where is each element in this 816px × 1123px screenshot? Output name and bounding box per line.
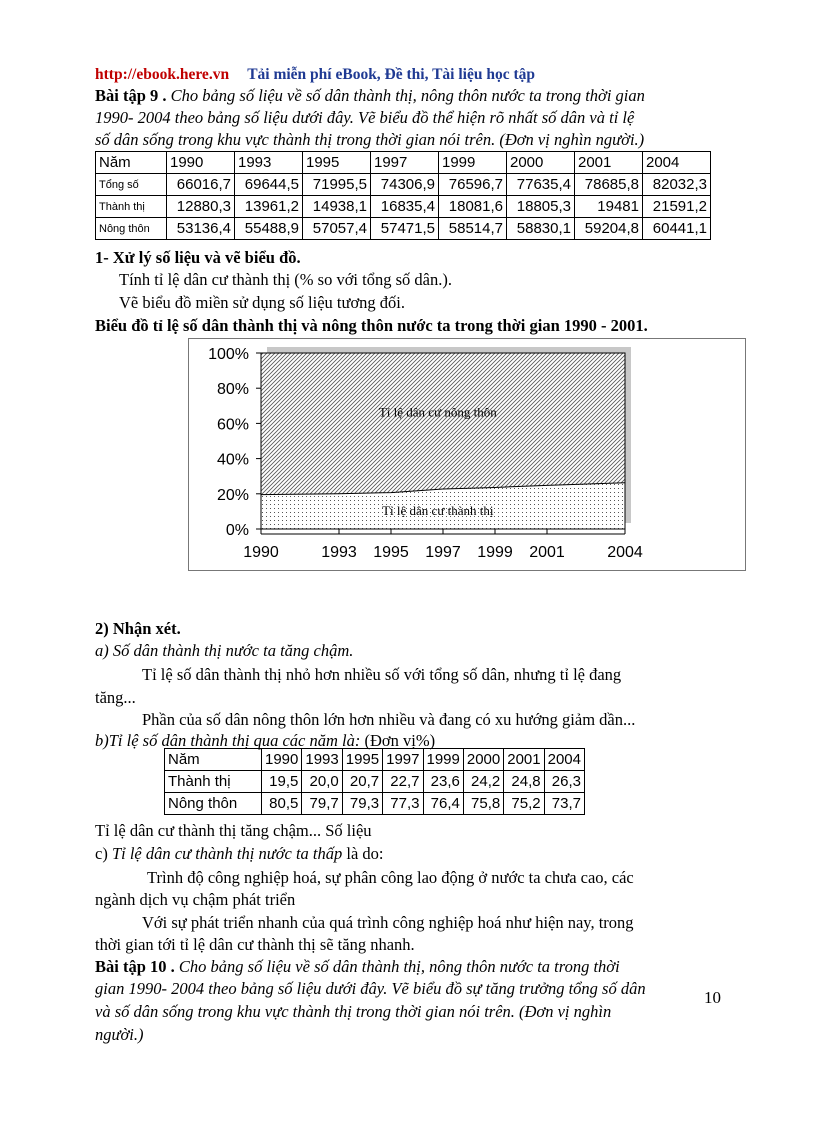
table-year: 1995: [303, 152, 371, 174]
header-tagline: Tải miễn phí eBook, Đề thi, Tài liệu học tập: [247, 66, 535, 83]
table-cell: 76,4: [423, 793, 463, 815]
y-tick-label: 60%: [216, 416, 249, 434]
table-cell: 80,5: [262, 793, 302, 815]
table-cell: 58514,7: [439, 218, 507, 240]
section3-c-p1-line1: Trình độ công nghiệp hoá, sự phân công lao động ở nước ta chưa cao, các: [147, 868, 634, 887]
table-cell: 20,7: [342, 771, 382, 793]
section3-c-suffix: là do:: [346, 844, 384, 863]
ex10-intro-1: Cho bảng số liệu về số dân thành thị, nông thôn nước ta trong thời: [178, 957, 620, 976]
table-cell: 55488,9: [235, 218, 303, 240]
section1-heading: 1- Xử lý số liệu và vẽ biểu đồ.: [95, 248, 301, 267]
table-cell: 79,7: [302, 793, 342, 815]
table-cell: 77635,4: [507, 174, 575, 196]
ex10-intro-4: người.): [95, 1025, 144, 1044]
table-year: 1997: [383, 749, 423, 771]
x-tick-label: 1993: [321, 544, 357, 561]
table-year: 2001: [575, 152, 643, 174]
row-label: Tổng số: [96, 174, 167, 196]
ex10-intro-line-1: [95, 957, 620, 977]
table-year: 1997: [371, 152, 439, 174]
table-year: 1999: [439, 152, 507, 174]
table-header-row: [165, 749, 585, 771]
table-cell: 74306,9: [371, 174, 439, 196]
row-label: Nông thôn: [96, 218, 167, 240]
section2-a-title: a) Số dân thành thị nước ta tăng chậm.: [95, 641, 354, 660]
ex10-intro-2: gian 1990- 2004 theo bảng số liệu dưới đây. Vẽ biểu đồ sự tăng trưởng tổng số dân: [95, 979, 646, 998]
table-cell: 22,7: [383, 771, 423, 793]
table-year: 1993: [235, 152, 303, 174]
table-cell: 66016,7: [167, 174, 235, 196]
section3-c-line: [95, 844, 384, 864]
table-header-label: Năm: [96, 152, 167, 174]
y-tick-label: 40%: [216, 451, 249, 469]
section3-c-p2-line1: Với sự phát triển nhanh của quá trình công nghiệp hoá như hiện nay, trong: [142, 913, 634, 932]
section2-b-title: b)Tỉ lệ số dân thành thị qua các năm là:: [95, 731, 361, 750]
row-label: Nông thôn: [165, 793, 262, 815]
section3-c-prefix: c): [95, 844, 108, 863]
section3-c-p2-line2: thời gian tới tỉ lệ dân cư thành thị sẽ tăng nhanh.: [95, 935, 415, 954]
table-cell: 73,7: [544, 793, 584, 815]
rural-area: [261, 353, 625, 495]
ex10-intro-3: và số dân sống trong khu vực thành thị trong thời gian nói trên. (Đơn vị nghìn: [95, 1002, 612, 1021]
chart-title: Biểu đồ tỉ lệ số dân thành thị và nông thôn nước ta trong thời gian 1990 - 2001.: [95, 316, 648, 335]
table-cell: 82032,3: [643, 174, 711, 196]
table-year: 2004: [643, 152, 711, 174]
y-tick-label: 0%: [225, 522, 249, 539]
table-cell: 13961,2: [235, 196, 303, 218]
section2-heading: 2) Nhận xét.: [95, 619, 181, 638]
table-cell: 77,3: [383, 793, 423, 815]
table-row: [96, 196, 711, 218]
section2-a-p1-line1: Tỉ lệ số dân thành thị nhỏ hơn nhiều số với tổng số dân, nhưng tỉ lệ đang: [142, 665, 622, 684]
table-cell: 57057,4: [303, 218, 371, 240]
table-year: 2001: [504, 749, 544, 771]
section3-c-p1-line2: ngành dịch vụ chậm phát triển: [95, 890, 296, 909]
table-cell: 20,0: [302, 771, 342, 793]
table-cell: 59204,8: [575, 218, 643, 240]
table-row: [96, 174, 711, 196]
table-cell: 69644,5: [235, 174, 303, 196]
page-number: 10: [704, 988, 721, 1007]
table-header-row: [96, 152, 711, 174]
ex9-intro-line-1: [95, 86, 645, 106]
table-cell: 75,2: [504, 793, 544, 815]
table-cell: 60441,1: [643, 218, 711, 240]
section2-b-unit: (Đơn vị%): [364, 731, 436, 750]
x-tick-label: 2004: [607, 544, 643, 561]
table-cell: 16835,4: [371, 196, 439, 218]
table-cell: 24,8: [504, 771, 544, 793]
ex9-intro-1: Cho bảng số liệu về số dân thành thị, nông thôn nước ta trong thời gian: [170, 86, 645, 105]
table-year: 2004: [544, 749, 584, 771]
section3-after-table: Tỉ lệ dân cư thành thị tăng chậm... Số liệu: [95, 821, 372, 840]
x-tick-label: 1990: [243, 544, 279, 561]
table-cell: 23,6: [423, 771, 463, 793]
table-cell: 19,5: [262, 771, 302, 793]
y-tick-label: 80%: [216, 381, 249, 399]
ex9-title: Bài tập 9 .: [95, 86, 167, 105]
ex9-intro-2: 1990- 2004 theo bảng số liệu dưới đây. Vẽ biểu đồ thể hiện rõ nhất số dân và tỉ lệ: [95, 108, 635, 127]
x-tick-label: 1995: [373, 544, 409, 561]
table-row: [165, 771, 585, 793]
table-year: 1995: [342, 749, 382, 771]
area-chart-svg: [189, 339, 745, 570]
y-tick-label: 20%: [216, 486, 249, 504]
table-cell: 75,8: [463, 793, 503, 815]
table-cell: 76596,7: [439, 174, 507, 196]
row-label: Thành thị: [96, 196, 167, 218]
urban-ratio-table: [164, 748, 585, 815]
header-link[interactable]: http://ebook.here.vn: [95, 66, 230, 83]
table-cell: 18081,6: [439, 196, 507, 218]
section1-line-b: Vẽ biểu đồ miền sử dụng số liệu tương đối.: [119, 293, 406, 312]
table-year: 2000: [463, 749, 503, 771]
table-cell: 58830,1: [507, 218, 575, 240]
row-label: Thành thị: [165, 771, 262, 793]
table-header-label: Năm: [165, 749, 262, 771]
table-cell: 78685,8: [575, 174, 643, 196]
table-cell: 53136,4: [167, 218, 235, 240]
table-cell: 79,3: [342, 793, 382, 815]
section2-a-p2: Phần của số dân nông thôn lớn hơn nhiều và đang có xu hướng giảm dần...: [142, 710, 636, 729]
table-year: 1993: [302, 749, 342, 771]
section3-c-italic: Tỉ lệ dân cư thành thị nước ta thấp: [111, 844, 343, 863]
annotation-rural: Tỉ lệ dân cư nông thôn: [378, 404, 497, 420]
table-cell: 19481: [575, 196, 643, 218]
x-tick-label: 1999: [477, 544, 513, 561]
table-year: 1990: [262, 749, 302, 771]
x-tick-label: 1997: [425, 544, 461, 561]
table-cell: 26,3: [544, 771, 584, 793]
page-header: [95, 64, 535, 85]
section1-line-a: Tính tỉ lệ dân cư thành thị (% so với tổng số dân.).: [119, 270, 452, 289]
annotation-urban: Tỉ lệ dân cư thành thị: [382, 502, 494, 518]
table-row: [165, 793, 585, 815]
table-cell: 57471,5: [371, 218, 439, 240]
population-table: [95, 151, 711, 240]
table-cell: 12880,3: [167, 196, 235, 218]
table-cell: 18805,3: [507, 196, 575, 218]
table-year: 1990: [167, 152, 235, 174]
table-year: 1999: [423, 749, 463, 771]
section2-a-p1-line2: tăng...: [95, 688, 136, 707]
area-chart: [188, 338, 746, 571]
table-cell: 71995,5: [303, 174, 371, 196]
ex10-title: Bài tập 10 .: [95, 957, 175, 976]
table-year: 2000: [507, 152, 575, 174]
x-tick-label: 2001: [529, 544, 565, 561]
table-cell: 14938,1: [303, 196, 371, 218]
ex9-intro-3: số dân sống trong khu vực thành thị trong thời gian nói trên. (Đơn vị nghìn người.): [95, 130, 645, 149]
table-row: [96, 218, 711, 240]
table-cell: 24,2: [463, 771, 503, 793]
table-cell: 21591,2: [643, 196, 711, 218]
y-tick-label: 100%: [208, 346, 249, 363]
